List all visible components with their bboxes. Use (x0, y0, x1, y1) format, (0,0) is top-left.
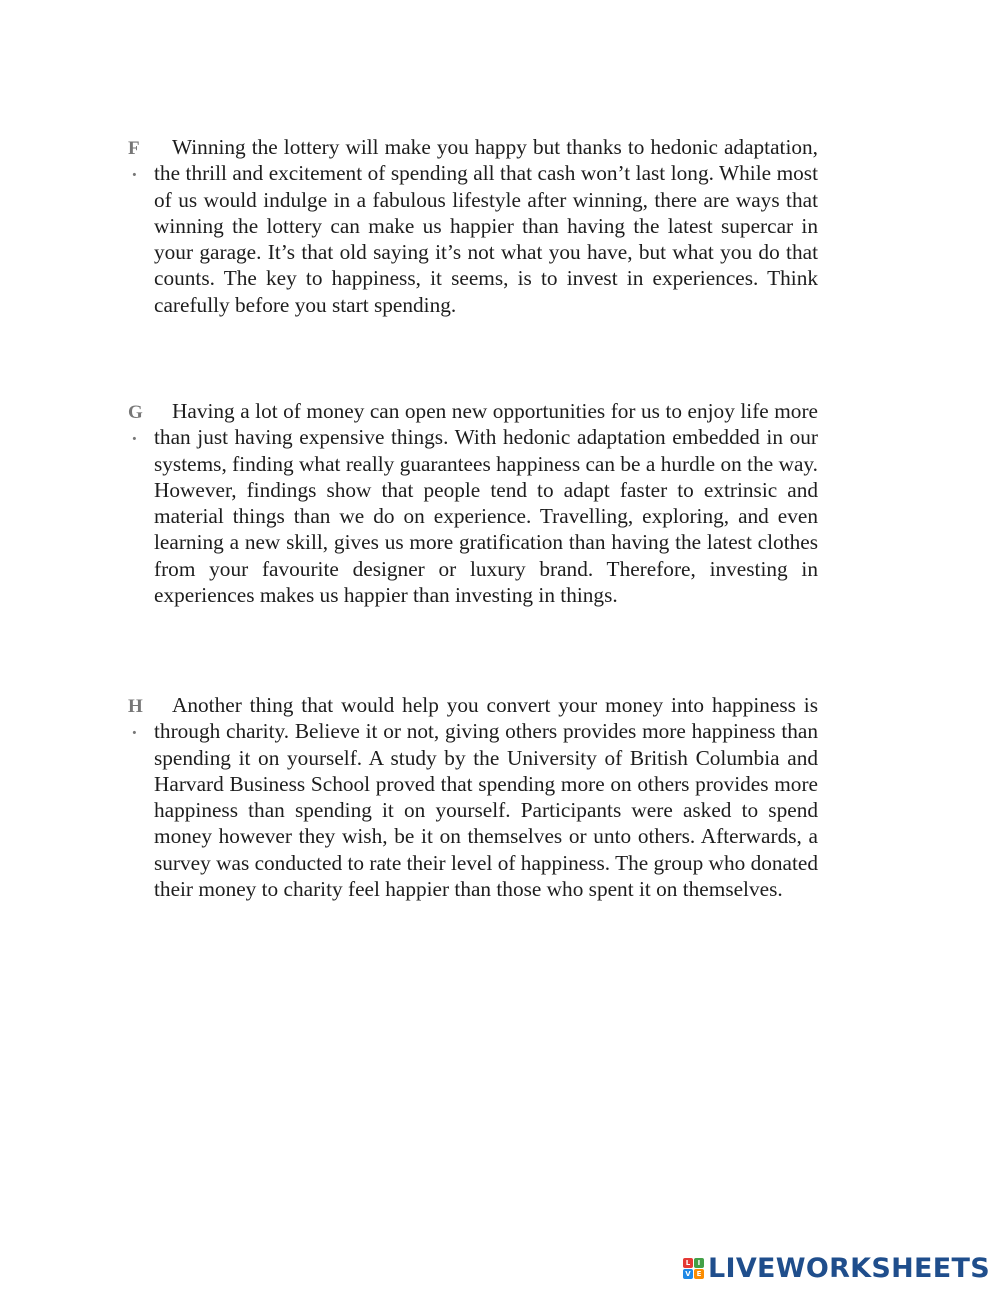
paragraph-letter-dot: . (132, 718, 137, 739)
paragraph-letter-dot: . (132, 160, 137, 181)
paragraph-g (128, 398, 818, 608)
paragraph-letter: H (128, 696, 143, 717)
paragraph-text: Another thing that would help you convert your money into happiness is through charity. Believe it or not, giving others provides more happiness than spending it on yourself. A study by the University of British Columbia and Harvard Business School proved that spending more on others provides more happiness than spending it on yourself. Participants were asked to spend money however they wish, be it on themselves or unto others. Afterwards, a survey was conducted to rate their level of happiness. The group who donated their money to charity feel happier than those who spent it on themselves. (154, 693, 818, 902)
paragraph-letter: F (128, 138, 140, 159)
liveworksheets-logo (683, 1253, 990, 1284)
logo-letter-v: V (683, 1269, 693, 1279)
brand-name: LIVEWORKSHEETS (707, 1253, 990, 1284)
paragraph-text: Having a lot of money can open new opportunities for us to enjoy life more than just having expensive things. With hedonic adaptation embedded in our systems, finding what really guarantees happiness can be a hurdle on the way. However, findings show that people tend to adapt faster to extrinsic and material things than we do on experience. Travelling, exploring, and even learning a new skill, gives us more gratification than having the latest clothes from your favourite designer or luxury brand. Therefore, investing in experiences makes us happier than investing in things. (154, 399, 818, 608)
paragraph-h (128, 692, 818, 902)
liveworksheets-mark-icon (683, 1258, 704, 1279)
paragraph-letter: G (128, 402, 143, 423)
paragraph-text: Winning the lottery will make you happy but thanks to hedonic adaptation, the thrill and excitement of spending all that cash won’t last long. While most of us would indulge in a fabulous lifestyle after winning, there are ways that winning the lottery can make us happier than having the latest supercar in your garage. It’s that old saying it’s not what you have, but what you do that counts. The key to happiness, it seems, is to invest in experiences. Think carefully before you start spending. (154, 135, 818, 317)
paragraph-letter-dot: . (132, 424, 137, 445)
logo-letter-l: L (683, 1258, 693, 1268)
paragraph-f (128, 134, 818, 318)
logo-letter-i: I (694, 1258, 704, 1268)
logo-letter-e: E (694, 1269, 704, 1279)
